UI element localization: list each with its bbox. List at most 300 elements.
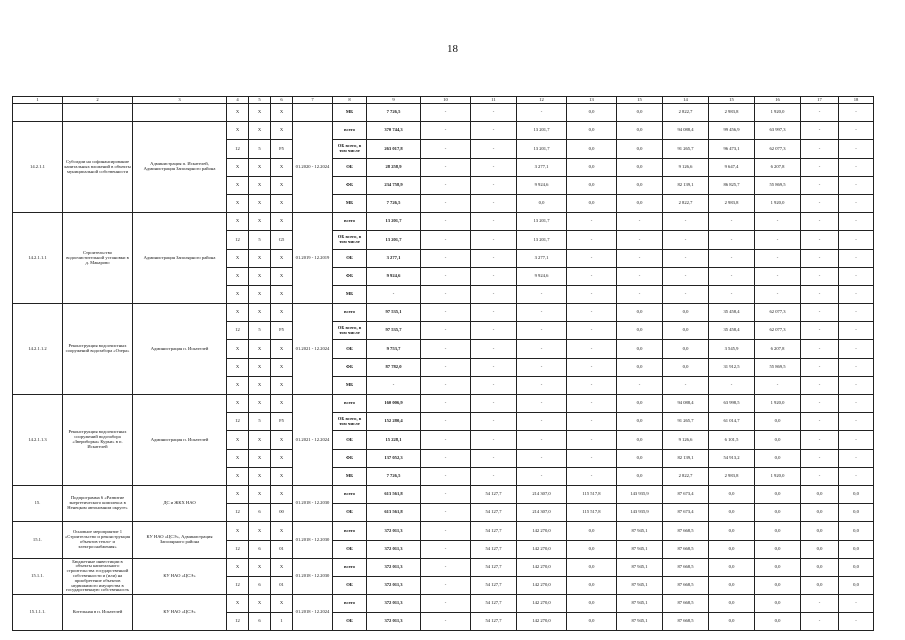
value-cell: 54 127,7 [471, 485, 517, 503]
value-cell: 6 101,5 [709, 431, 755, 449]
value-cell: 0,0 [567, 194, 617, 212]
value-cell: 87 945,1 [617, 540, 663, 558]
code-cell: 12 [227, 322, 249, 340]
value-cell: - [801, 322, 839, 340]
code-cell: X [249, 558, 271, 576]
code-cell: X [249, 267, 271, 285]
value-cell: - [567, 231, 617, 249]
funding-source-cell: ОБ [333, 431, 367, 449]
value-cell: 13 201,7 [367, 231, 421, 249]
value-cell: 142 270,0 [517, 613, 567, 631]
value-cell: - [421, 304, 471, 322]
code-cell: X [227, 158, 249, 176]
item-number-cell: 15.1. [13, 522, 63, 558]
value-cell: 143 935,9 [617, 504, 663, 522]
executor-cell: КУ НАО «ЦСЭ» [133, 558, 227, 594]
value-cell: - [471, 304, 517, 322]
value-cell: 13 201,7 [517, 122, 567, 140]
value-cell: - [839, 285, 874, 303]
code-cell: 5 [249, 413, 271, 431]
funding-source-cell: всего [333, 304, 367, 322]
value-cell: - [839, 322, 874, 340]
executor-cell: Администрация п. Искателей [133, 304, 227, 395]
funding-source-cell: ОБ [333, 613, 367, 631]
code-cell: X [249, 431, 271, 449]
page-number: 18 [447, 43, 458, 55]
value-cell: 82 139,1 [663, 449, 709, 467]
value-cell: - [617, 267, 663, 285]
value-cell: - [755, 285, 801, 303]
value-cell: - [801, 158, 839, 176]
code-cell: 12 [227, 613, 249, 631]
value-cell: - [421, 231, 471, 249]
value-cell: - [839, 231, 874, 249]
value-cell: - [839, 213, 874, 231]
code-cell: X [249, 158, 271, 176]
value-cell: - [471, 285, 517, 303]
value-cell: - [517, 304, 567, 322]
value-cell: - [839, 194, 874, 212]
value-cell: 2 822,7 [663, 467, 709, 485]
value-cell: 94 088,4 [663, 395, 709, 413]
value-cell: - [421, 194, 471, 212]
value-cell: - [471, 213, 517, 231]
value-cell: - [801, 304, 839, 322]
value-cell: 0,0 [839, 540, 874, 558]
funding-source-cell: ОБ всего, в том числе [333, 413, 367, 431]
code-cell: X [249, 595, 271, 613]
value-cell: 9 753,7 [367, 340, 421, 358]
value-cell: - [709, 285, 755, 303]
value-cell: 35 458,4 [709, 304, 755, 322]
value-cell: 0,0 [801, 504, 839, 522]
code-cell: 5 [249, 231, 271, 249]
value-cell: - [617, 231, 663, 249]
value-cell: - [421, 431, 471, 449]
value-cell: 3 545,9 [709, 340, 755, 358]
value-cell: 0,0 [839, 522, 874, 540]
value-cell: 0,0 [617, 449, 663, 467]
header-cell: 1 [13, 97, 63, 104]
value-cell: - [421, 340, 471, 358]
code-cell: X [271, 558, 293, 576]
period-cell: 01.2019 - 12.2019 [293, 213, 333, 304]
executor-cell: Администрация Заполярного района [133, 213, 227, 304]
value-cell: 0,0 [755, 595, 801, 613]
value-cell: - [801, 595, 839, 613]
code-cell: X [227, 467, 249, 485]
code-cell: X [249, 249, 271, 267]
value-cell: 0,0 [801, 485, 839, 503]
period-cell: 01.2021 - 12.2024 [293, 395, 333, 486]
value-cell: 142 270,0 [517, 576, 567, 594]
value-cell: 137 052,3 [367, 449, 421, 467]
value-cell: - [471, 231, 517, 249]
value-cell: - [801, 122, 839, 140]
value-cell: - [421, 595, 471, 613]
item-number-cell: 15. [13, 485, 63, 521]
value-cell: 54 127,7 [471, 595, 517, 613]
value-cell: 2 983,8 [709, 104, 755, 122]
table-row [13, 395, 874, 413]
value-cell: - [471, 158, 517, 176]
value-cell: - [801, 376, 839, 394]
funding-source-cell: ФБ [333, 267, 367, 285]
code-cell: 12 [227, 231, 249, 249]
period-cell: 01.2018 - 12.2030 [293, 558, 333, 594]
code-cell: F5 [271, 413, 293, 431]
value-cell: - [471, 176, 517, 194]
value-cell: 2 983,8 [709, 467, 755, 485]
value-cell: - [471, 449, 517, 467]
value-cell: - [801, 413, 839, 431]
value-cell: - [471, 395, 517, 413]
value-cell: 143 935,9 [617, 485, 663, 503]
table-row [13, 122, 874, 140]
header-cell: 7 [293, 97, 333, 104]
value-cell: 91 265,7 [663, 413, 709, 431]
value-cell: - [421, 267, 471, 285]
value-cell: 61 014,7 [709, 413, 755, 431]
value-cell: 372 011,3 [367, 595, 421, 613]
item-name-cell: Реконструкция водоочистных сооружений водозабора «Звериборка» Курьи» в п. Искателей [63, 395, 133, 486]
value-cell: - [801, 358, 839, 376]
value-cell: 372 011,3 [367, 522, 421, 540]
value-cell: 0,0 [801, 576, 839, 594]
value-cell: 0,0 [709, 540, 755, 558]
code-cell: X [271, 376, 293, 394]
value-cell: - [709, 267, 755, 285]
value-cell: 370 744,3 [367, 122, 421, 140]
value-cell: - [755, 213, 801, 231]
value-cell: 54 127,7 [471, 558, 517, 576]
code-cell: X [227, 304, 249, 322]
value-cell: 372 011,3 [367, 576, 421, 594]
value-cell: - [567, 358, 617, 376]
code-cell: X [271, 304, 293, 322]
code-cell: X [227, 104, 249, 122]
value-cell: - [421, 613, 471, 631]
funding-source-cell: ОБ всего, в том числе [333, 231, 367, 249]
value-cell: 35 458,4 [709, 322, 755, 340]
code-cell: 6 [249, 576, 271, 594]
value-cell: - [709, 231, 755, 249]
value-cell: - [517, 376, 567, 394]
header-cell: 3 [133, 97, 227, 104]
code-cell: X [271, 249, 293, 267]
value-cell: - [567, 304, 617, 322]
value-cell: 7 726,5 [367, 467, 421, 485]
value-cell: 0,0 [617, 304, 663, 322]
funding-source-cell: МБ [333, 194, 367, 212]
code-cell: 12 [227, 413, 249, 431]
value-cell: - [517, 340, 567, 358]
code-cell: X [249, 104, 271, 122]
value-cell: - [801, 449, 839, 467]
code-cell: X [227, 340, 249, 358]
funding-source-cell: ОБ [333, 249, 367, 267]
code-cell: X [271, 449, 293, 467]
period-cell: 01.2018 - 12.2030 [293, 522, 333, 558]
value-cell: 87 673,4 [663, 485, 709, 503]
funding-source-cell: всего [333, 122, 367, 140]
value-cell: 1 920,0 [755, 194, 801, 212]
code-cell: X [249, 213, 271, 231]
value-cell: 0,0 [755, 449, 801, 467]
item-name-cell: Бюджетные инвестиции в объекты капитального строительства государственной собственности и (или) на приобретение объектов недвижимого имущества в государственную собственность [63, 558, 133, 594]
value-cell: - [421, 467, 471, 485]
value-cell: - [517, 104, 567, 122]
value-cell: 0,0 [567, 158, 617, 176]
value-cell: - [567, 467, 617, 485]
value-cell: 0,0 [801, 522, 839, 540]
value-cell: 0,0 [839, 558, 874, 576]
value-cell: 0,0 [839, 504, 874, 522]
funding-source-cell: ОБ [333, 340, 367, 358]
value-cell: 0,0 [617, 340, 663, 358]
code-cell: X [249, 176, 271, 194]
header-cell: 17 [801, 97, 839, 104]
item-name-cell: Реконструкция водоочистных сооружений водозабора «Озера» [63, 304, 133, 395]
code-cell: 12 [227, 140, 249, 158]
value-cell: - [755, 267, 801, 285]
value-cell: - [839, 376, 874, 394]
value-cell: 82 139,1 [663, 176, 709, 194]
header-cell: 8 [333, 97, 367, 104]
value-cell: 9 647,4 [709, 158, 755, 176]
funding-source-cell: всего [333, 595, 367, 613]
period-cell: 01.2018 - 12.2030 [293, 485, 333, 521]
header-cell: 16 [755, 97, 801, 104]
value-cell: 13 201,7 [367, 213, 421, 231]
code-cell: X [249, 395, 271, 413]
value-cell: - [567, 267, 617, 285]
code-cell: X [249, 194, 271, 212]
value-cell: - [801, 613, 839, 631]
value-cell: 214 307,0 [517, 485, 567, 503]
value-cell: - [567, 431, 617, 449]
value-cell: 0,0 [663, 358, 709, 376]
value-cell: - [839, 449, 874, 467]
value-cell: 54 127,7 [471, 613, 517, 631]
value-cell: 3 277,1 [367, 249, 421, 267]
value-cell: - [801, 249, 839, 267]
value-cell: 54 913,2 [709, 449, 755, 467]
value-cell: - [421, 504, 471, 522]
code-cell: X [249, 304, 271, 322]
value-cell: 0,0 [709, 595, 755, 613]
value-cell: - [471, 340, 517, 358]
funding-source-cell: всего [333, 213, 367, 231]
value-cell: - [421, 176, 471, 194]
code-cell: X [227, 285, 249, 303]
table-row [13, 485, 874, 503]
code-cell: X [271, 158, 293, 176]
value-cell: - [367, 285, 421, 303]
value-cell: 0,0 [617, 158, 663, 176]
value-cell: 0,0 [617, 322, 663, 340]
code-cell: 1 [271, 613, 293, 631]
code-cell: 6 [249, 613, 271, 631]
item-number-cell: 15.1.1.1. [13, 595, 63, 631]
value-cell: 142 270,0 [517, 595, 567, 613]
value-cell: 6 207,8 [755, 340, 801, 358]
value-cell: - [421, 413, 471, 431]
code-cell: X [271, 431, 293, 449]
value-cell: - [839, 104, 874, 122]
value-cell: 9 924,6 [517, 267, 567, 285]
value-cell: 0,0 [567, 558, 617, 576]
value-cell: - [471, 467, 517, 485]
value-cell: - [801, 140, 839, 158]
executor-cell: Администрация п. Искателей [133, 395, 227, 486]
value-cell: - [471, 376, 517, 394]
value-cell: 0,0 [567, 595, 617, 613]
value-cell: - [517, 467, 567, 485]
value-cell: - [471, 140, 517, 158]
code-cell: X [227, 431, 249, 449]
value-cell: - [421, 104, 471, 122]
value-cell: 87 945,1 [617, 576, 663, 594]
header-cell: 2 [63, 97, 133, 104]
value-cell: - [567, 376, 617, 394]
value-cell: 0,0 [617, 467, 663, 485]
value-cell: 62 077,3 [755, 140, 801, 158]
value-cell: 87 668,5 [663, 576, 709, 594]
value-cell: 54 127,7 [471, 504, 517, 522]
value-cell: 55 869,5 [755, 358, 801, 376]
value-cell: - [421, 485, 471, 503]
value-cell: 142 270,0 [517, 522, 567, 540]
value-cell: 0,0 [567, 522, 617, 540]
code-cell: X [249, 376, 271, 394]
value-cell: 87 668,5 [663, 558, 709, 576]
funding-source-cell: МБ [333, 467, 367, 485]
code-cell: 6 [249, 504, 271, 522]
funding-source-cell: ОБ всего, в том числе [333, 322, 367, 340]
code-cell: 12 [227, 540, 249, 558]
value-cell: - [471, 122, 517, 140]
value-cell: - [421, 540, 471, 558]
value-cell: 86 825,7 [709, 176, 755, 194]
table-header-row [13, 97, 874, 104]
value-cell: - [755, 376, 801, 394]
code-cell: 5 [249, 322, 271, 340]
value-cell: - [801, 267, 839, 285]
code-cell: X [271, 267, 293, 285]
value-cell: - [801, 431, 839, 449]
value-cell: - [801, 213, 839, 231]
item-name-cell: Котельная в п. Искателей [63, 595, 133, 631]
header-cell: 9 [367, 97, 421, 104]
value-cell: 0,0 [567, 140, 617, 158]
value-cell: - [471, 267, 517, 285]
value-cell: 55 869,5 [755, 176, 801, 194]
value-cell: 142 270,0 [517, 540, 567, 558]
code-cell: 01 [271, 540, 293, 558]
value-cell: 0,0 [663, 322, 709, 340]
code-cell: X [227, 485, 249, 503]
value-cell: 87 668,5 [663, 595, 709, 613]
value-cell: 0,0 [617, 104, 663, 122]
code-cell: X [249, 285, 271, 303]
value-cell: 0,0 [517, 194, 567, 212]
code-cell: X [227, 376, 249, 394]
value-cell: - [471, 413, 517, 431]
code-cell: X [227, 122, 249, 140]
value-cell: 9 126,6 [663, 431, 709, 449]
value-cell: - [421, 558, 471, 576]
value-cell: 87 782,0 [367, 358, 421, 376]
header-cell: 4 [227, 97, 249, 104]
value-cell: 94 088,4 [663, 122, 709, 140]
code-cell: X [249, 122, 271, 140]
value-cell: 0,0 [755, 485, 801, 503]
code-cell: X [271, 358, 293, 376]
value-cell: 372 011,3 [367, 558, 421, 576]
value-cell: 115 517,8 [567, 504, 617, 522]
table-row [13, 522, 874, 540]
code-cell: X [227, 213, 249, 231]
executor-cell: КУ НАО «ЦСЭ», Администрация Заполярного района [133, 522, 227, 558]
value-cell: 54 127,7 [471, 576, 517, 594]
code-cell: X [271, 285, 293, 303]
value-cell: 0,0 [709, 558, 755, 576]
value-cell: 214 307,0 [517, 504, 567, 522]
code-cell: 12 [227, 576, 249, 594]
value-cell: - [839, 267, 874, 285]
value-cell: - [517, 358, 567, 376]
funding-source-cell: ОБ [333, 576, 367, 594]
code-cell: X [249, 449, 271, 467]
funding-source-cell: всего [333, 522, 367, 540]
funding-source-cell: МБ [333, 376, 367, 394]
value-cell: - [663, 231, 709, 249]
value-cell: - [517, 431, 567, 449]
code-cell: X [271, 194, 293, 212]
value-cell: - [517, 413, 567, 431]
item-number-cell: 14.2.1.1.2 [13, 304, 63, 395]
value-cell: 6 207,8 [755, 158, 801, 176]
value-cell: - [709, 213, 755, 231]
code-cell: X [271, 122, 293, 140]
value-cell: 0,0 [755, 558, 801, 576]
code-cell: X [227, 358, 249, 376]
code-cell: X [227, 522, 249, 540]
value-cell: 1 920,0 [755, 467, 801, 485]
value-cell: 87 668,5 [663, 540, 709, 558]
item-number-cell: 14.2.1.1 [13, 122, 63, 213]
value-cell: - [421, 395, 471, 413]
value-cell: 142 270,0 [517, 558, 567, 576]
value-cell: 31 912,5 [709, 358, 755, 376]
value-cell: - [567, 395, 617, 413]
value-cell: 613 561,8 [367, 485, 421, 503]
header-cell: 11 [471, 97, 517, 104]
code-cell: X [249, 358, 271, 376]
value-cell: 372 011,3 [367, 613, 421, 631]
value-cell: - [421, 249, 471, 267]
value-cell: - [421, 122, 471, 140]
value-cell: 0,0 [755, 522, 801, 540]
funding-source-cell: ОБ [333, 540, 367, 558]
value-cell: - [839, 395, 874, 413]
value-cell: - [421, 285, 471, 303]
table-row [13, 558, 874, 576]
value-cell: 87 945,1 [617, 595, 663, 613]
item-number-cell: 14.2.1.1.3 [13, 395, 63, 486]
executor-cell [133, 104, 227, 122]
